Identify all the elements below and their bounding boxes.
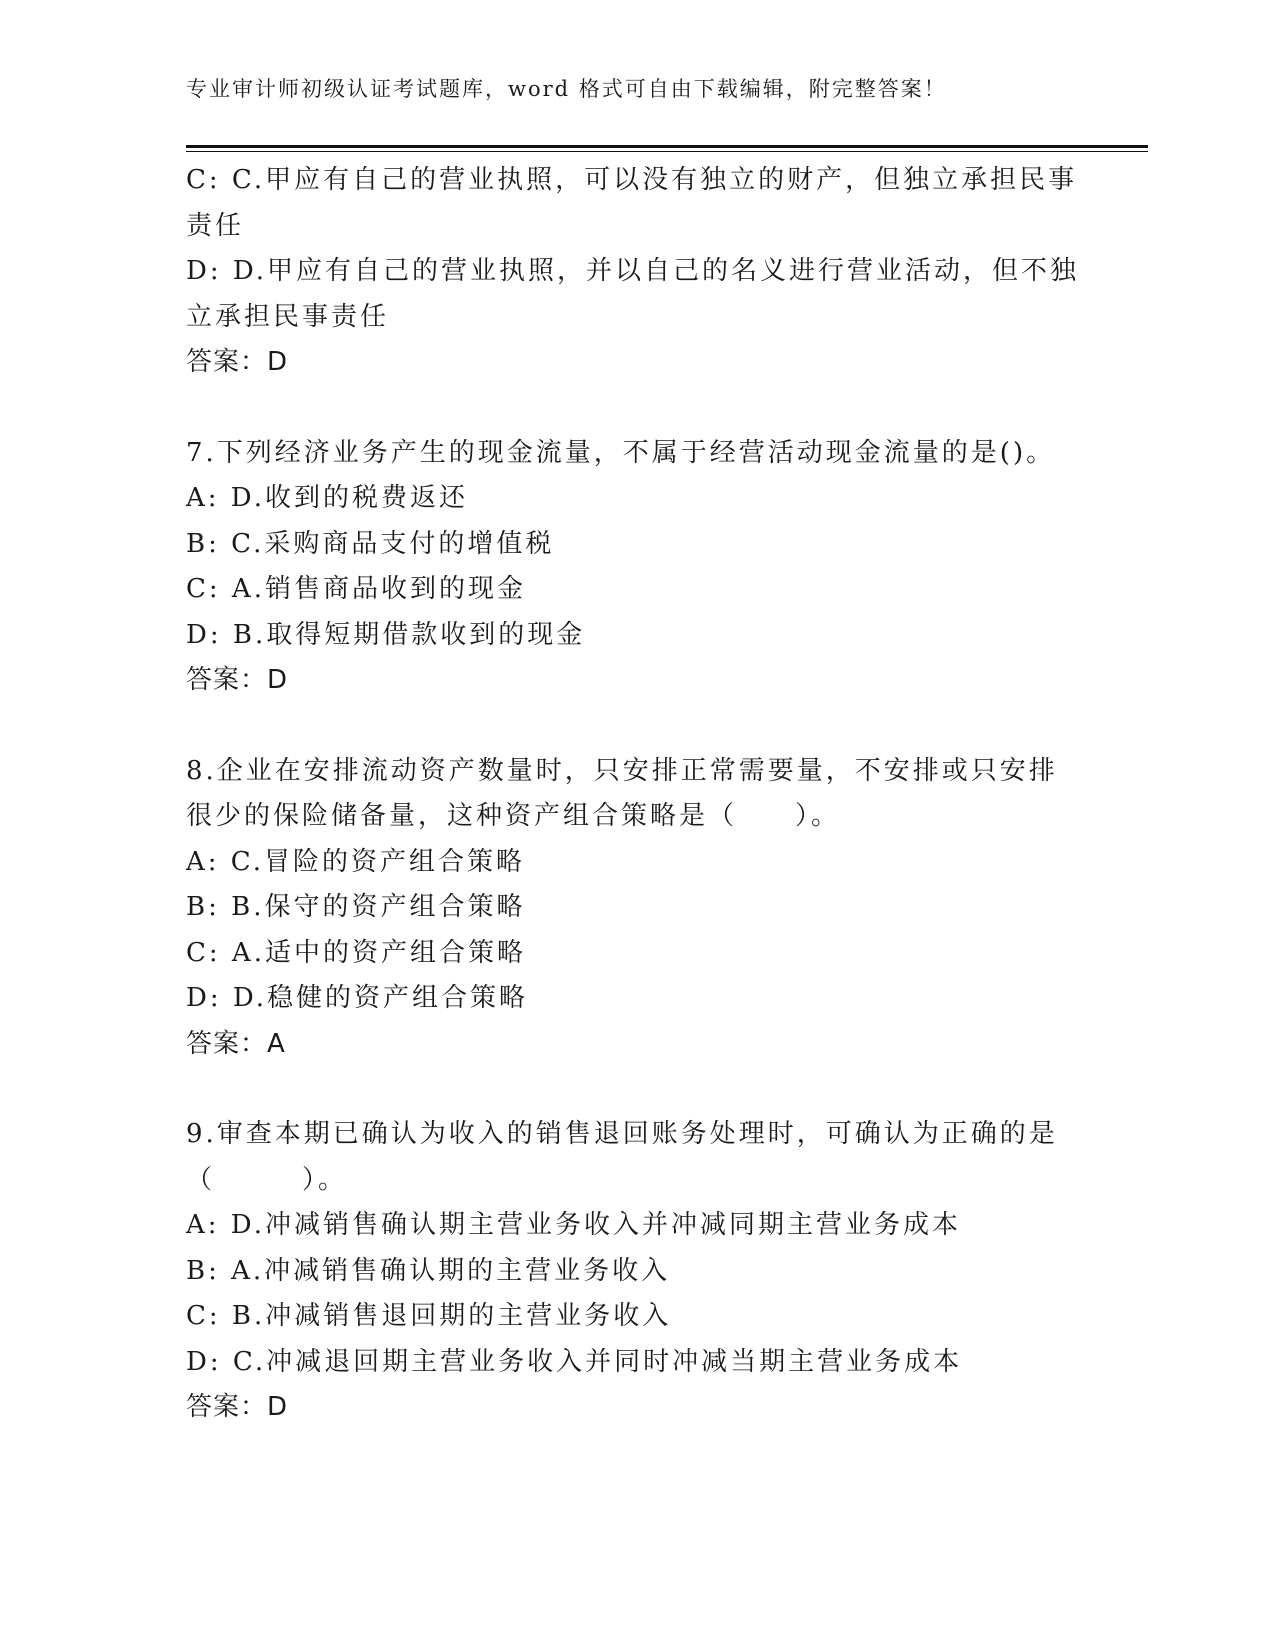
option-d-text: D: C.冲减退回期主营业务收入并同时冲减当期主营业务成本	[186, 1346, 963, 1377]
answer-label: 答案：A	[186, 1028, 286, 1059]
document-body	[186, 158, 1086, 1431]
option-c-text: C: B.冲减销售退回期的主营业务收入	[186, 1301, 672, 1331]
spacer	[186, 704, 1086, 749]
header-rule-thick	[186, 145, 1148, 148]
question-text-cont: 很少的保险储备量，这种资产组合策略是（ ）。	[186, 801, 841, 831]
question-9	[186, 1112, 1086, 1431]
answer-label: 答案：D	[186, 665, 289, 695]
page-header: 专业审计师初级认证考试题库，word 格式可自由下载编辑，附完整答案！	[186, 77, 947, 101]
question-7	[186, 431, 1086, 704]
question-text: 9.审查本期已确认为收入的销售退回账务处理时，可确认为正确的是	[186, 1119, 1058, 1149]
option-b-text: B: C.采购商品支付的增值税	[186, 528, 555, 559]
option-a-text: A: D.收到的税费返还	[186, 483, 468, 513]
answer-label: 答案：D	[186, 347, 289, 377]
option-c-text-cont: 责任	[186, 210, 245, 241]
option-c-text: C: A.销售商品收到的现金	[186, 574, 526, 604]
question-6-continued	[186, 158, 1086, 386]
header-rule-thin	[186, 151, 1148, 152]
question-text-cont: （ ）。	[186, 1164, 348, 1195]
option-b-text: B: B.保守的资产组合策略	[186, 892, 526, 922]
question-text: 7.下列经济业务产生的现金流量，不属于经营活动现金流量的是()。	[186, 437, 1056, 468]
question-text: 8.企业在安排流动资产数量时，只安排正常需要量，不安排或只安排	[186, 755, 1058, 786]
answer-label: 答案：D	[186, 1392, 289, 1422]
option-d-text: D: D.甲应有自己的营业执照，并以自己的名义进行营业活动，但不独	[186, 256, 1080, 286]
spacer	[186, 386, 1086, 431]
option-c-text: C: A.适中的资产组合策略	[186, 937, 526, 968]
option-d-text: D: D.稳健的资产组合策略	[186, 983, 529, 1013]
spacer	[186, 1067, 1086, 1112]
question-8	[186, 749, 1086, 1068]
option-d-text: D: B.取得短期借款收到的现金	[186, 619, 586, 650]
option-d-text-cont: 立承担民事责任	[186, 301, 390, 332]
option-a-text: A: D.冲减销售确认期主营业务收入并冲减同期主营业务成本	[186, 1210, 961, 1240]
option-a-text: A: C.冒险的资产组合策略	[186, 846, 526, 877]
option-b-text: B: A.冲减销售确认期的主营业务收入	[186, 1255, 671, 1286]
option-c-text: C: C.甲应有自己的营业执照，可以没有独立的财产，但独立承担民事	[186, 165, 1078, 195]
